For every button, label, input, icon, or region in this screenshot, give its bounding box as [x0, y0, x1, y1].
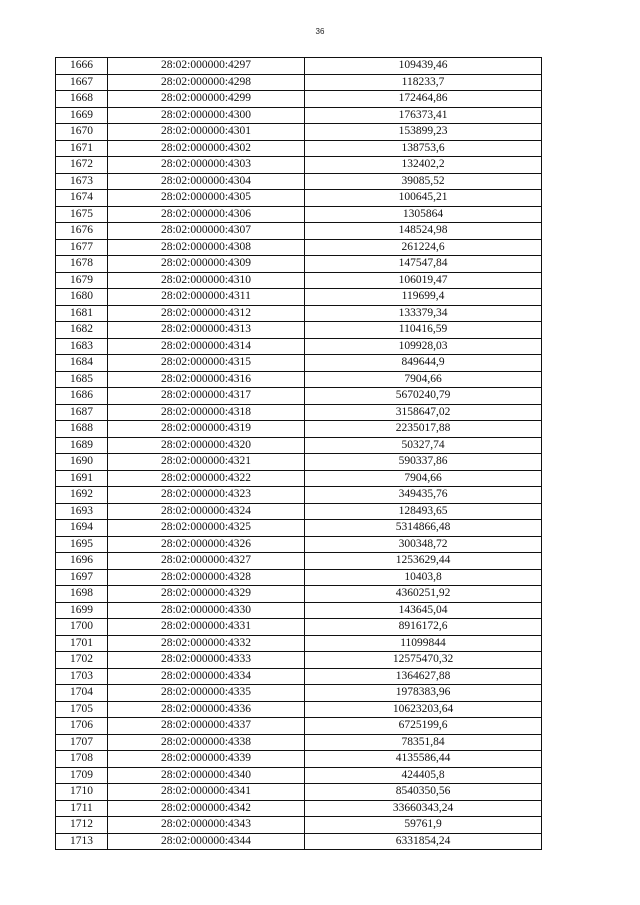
- value-cell: 110416,59: [305, 322, 542, 339]
- row-index-cell: 1713: [56, 833, 108, 850]
- table-row: [56, 718, 542, 735]
- table-row: [56, 305, 542, 322]
- table-row: [56, 338, 542, 355]
- cadastral-number-cell: 28:02:000000:4316: [108, 371, 305, 388]
- table-row: [56, 817, 542, 834]
- row-index-cell: 1711: [56, 800, 108, 817]
- cadastral-number-cell: 28:02:000000:4330: [108, 602, 305, 619]
- cadastral-number-cell: 28:02:000000:4334: [108, 668, 305, 685]
- row-index-cell: 1692: [56, 487, 108, 504]
- table-row: [56, 173, 542, 190]
- cadastral-number-cell: 28:02:000000:4319: [108, 421, 305, 438]
- row-index-cell: 1703: [56, 668, 108, 685]
- row-index-cell: 1708: [56, 751, 108, 768]
- table-row: [56, 421, 542, 438]
- cadastral-number-cell: 28:02:000000:4333: [108, 652, 305, 669]
- table-row: [56, 289, 542, 306]
- value-cell: 7904,66: [305, 470, 542, 487]
- row-index-cell: 1697: [56, 569, 108, 586]
- cadastral-number-cell: 28:02:000000:4332: [108, 635, 305, 652]
- cadastral-number-cell: 28:02:000000:4313: [108, 322, 305, 339]
- table-row: [56, 635, 542, 652]
- table-body: [56, 58, 542, 850]
- table-row: [56, 256, 542, 273]
- row-index-cell: 1685: [56, 371, 108, 388]
- value-cell: 128493,65: [305, 503, 542, 520]
- table-row: [56, 74, 542, 91]
- row-index-cell: 1682: [56, 322, 108, 339]
- row-index-cell: 1693: [56, 503, 108, 520]
- value-cell: 349435,76: [305, 487, 542, 504]
- cadastral-number-cell: 28:02:000000:4327: [108, 553, 305, 570]
- row-index-cell: 1673: [56, 173, 108, 190]
- value-cell: 33660343,24: [305, 800, 542, 817]
- value-cell: 5314866,48: [305, 520, 542, 537]
- table-row: [56, 767, 542, 784]
- row-index-cell: 1689: [56, 437, 108, 454]
- value-cell: 300348,72: [305, 536, 542, 553]
- row-index-cell: 1710: [56, 784, 108, 801]
- table-row: [56, 206, 542, 223]
- value-cell: 8540350,56: [305, 784, 542, 801]
- value-cell: 590337,86: [305, 454, 542, 471]
- table-row: [56, 272, 542, 289]
- row-index-cell: 1670: [56, 124, 108, 141]
- row-index-cell: 1672: [56, 157, 108, 174]
- value-cell: 1978383,96: [305, 685, 542, 702]
- table-row: [56, 91, 542, 108]
- cadastral-number-cell: 28:02:000000:4315: [108, 355, 305, 372]
- row-index-cell: 1680: [56, 289, 108, 306]
- row-index-cell: 1674: [56, 190, 108, 207]
- value-cell: 109439,46: [305, 58, 542, 75]
- table-row: [56, 454, 542, 471]
- value-cell: 176373,41: [305, 107, 542, 124]
- cadastral-number-cell: 28:02:000000:4340: [108, 767, 305, 784]
- cadastral-number-cell: 28:02:000000:4322: [108, 470, 305, 487]
- table-row: [56, 58, 542, 75]
- value-cell: 148524,98: [305, 223, 542, 240]
- cadastral-number-cell: 28:02:000000:4297: [108, 58, 305, 75]
- value-cell: 261224,6: [305, 239, 542, 256]
- cadastral-number-cell: 28:02:000000:4342: [108, 800, 305, 817]
- table-row: [56, 520, 542, 537]
- table-row: [56, 388, 542, 405]
- row-index-cell: 1683: [56, 338, 108, 355]
- value-cell: 4360251,92: [305, 586, 542, 603]
- table-row: [56, 685, 542, 702]
- table-row: [56, 107, 542, 124]
- row-index-cell: 1694: [56, 520, 108, 537]
- value-cell: 143645,04: [305, 602, 542, 619]
- row-index-cell: 1695: [56, 536, 108, 553]
- cadastral-number-cell: 28:02:000000:4320: [108, 437, 305, 454]
- cadastral-number-cell: 28:02:000000:4305: [108, 190, 305, 207]
- cadastral-number-cell: 28:02:000000:4329: [108, 586, 305, 603]
- value-cell: 153899,23: [305, 124, 542, 141]
- row-index-cell: 1686: [56, 388, 108, 405]
- table-row: [56, 239, 542, 256]
- cadastral-number-cell: 28:02:000000:4343: [108, 817, 305, 834]
- value-cell: 1305864: [305, 206, 542, 223]
- cadastral-number-cell: 28:02:000000:4328: [108, 569, 305, 586]
- value-cell: 5670240,79: [305, 388, 542, 405]
- cadastral-number-cell: 28:02:000000:4304: [108, 173, 305, 190]
- table-row: [56, 487, 542, 504]
- value-cell: 78351,84: [305, 734, 542, 751]
- row-index-cell: 1675: [56, 206, 108, 223]
- row-index-cell: 1687: [56, 404, 108, 421]
- value-cell: 1364627,88: [305, 668, 542, 685]
- value-cell: 11099844: [305, 635, 542, 652]
- table-row: [56, 322, 542, 339]
- value-cell: 133379,34: [305, 305, 542, 322]
- table-row: [56, 124, 542, 141]
- value-cell: 172464,86: [305, 91, 542, 108]
- row-index-cell: 1679: [56, 272, 108, 289]
- cadastral-number-cell: 28:02:000000:4311: [108, 289, 305, 306]
- cadastral-number-cell: 28:02:000000:4341: [108, 784, 305, 801]
- row-index-cell: 1698: [56, 586, 108, 603]
- value-cell: 6725199,6: [305, 718, 542, 735]
- table-row: [56, 784, 542, 801]
- value-cell: 849644,9: [305, 355, 542, 372]
- row-index-cell: 1678: [56, 256, 108, 273]
- row-index-cell: 1684: [56, 355, 108, 372]
- value-cell: 6331854,24: [305, 833, 542, 850]
- value-cell: 12575470,32: [305, 652, 542, 669]
- value-cell: 424405,8: [305, 767, 542, 784]
- cadastral-number-cell: 28:02:000000:4317: [108, 388, 305, 405]
- cadastral-number-cell: 28:02:000000:4344: [108, 833, 305, 850]
- row-index-cell: 1677: [56, 239, 108, 256]
- row-index-cell: 1699: [56, 602, 108, 619]
- table-row: [56, 833, 542, 850]
- value-cell: 3158647,02: [305, 404, 542, 421]
- cadastral-number-cell: 28:02:000000:4310: [108, 272, 305, 289]
- row-index-cell: 1666: [56, 58, 108, 75]
- row-index-cell: 1671: [56, 140, 108, 157]
- value-cell: 39085,52: [305, 173, 542, 190]
- value-cell: 132402,2: [305, 157, 542, 174]
- row-index-cell: 1690: [56, 454, 108, 471]
- cadastral-number-cell: 28:02:000000:4339: [108, 751, 305, 768]
- value-cell: 118233,7: [305, 74, 542, 91]
- table-row: [56, 470, 542, 487]
- row-index-cell: 1681: [56, 305, 108, 322]
- cadastral-number-cell: 28:02:000000:4335: [108, 685, 305, 702]
- table-row: [56, 437, 542, 454]
- table-row: [56, 190, 542, 207]
- row-index-cell: 1688: [56, 421, 108, 438]
- cadastral-number-cell: 28:02:000000:4318: [108, 404, 305, 421]
- row-index-cell: 1706: [56, 718, 108, 735]
- cadastral-number-cell: 28:02:000000:4325: [108, 520, 305, 537]
- cadastral-number-cell: 28:02:000000:4326: [108, 536, 305, 553]
- cadastral-number-cell: 28:02:000000:4306: [108, 206, 305, 223]
- table-row: [56, 602, 542, 619]
- value-cell: 10623203,64: [305, 701, 542, 718]
- row-index-cell: 1691: [56, 470, 108, 487]
- table-row: [56, 553, 542, 570]
- value-cell: 109928,03: [305, 338, 542, 355]
- cadastral-number-cell: 28:02:000000:4298: [108, 74, 305, 91]
- value-cell: 4135586,44: [305, 751, 542, 768]
- value-cell: 1253629,44: [305, 553, 542, 570]
- row-index-cell: 1700: [56, 619, 108, 636]
- table-row: [56, 355, 542, 372]
- table-row: [56, 652, 542, 669]
- row-index-cell: 1707: [56, 734, 108, 751]
- cadastral-number-cell: 28:02:000000:4336: [108, 701, 305, 718]
- table-row: [56, 668, 542, 685]
- table-row: [56, 586, 542, 603]
- table-row: [56, 619, 542, 636]
- value-cell: 138753,6: [305, 140, 542, 157]
- row-index-cell: 1702: [56, 652, 108, 669]
- value-cell: 50327,74: [305, 437, 542, 454]
- cadastral-number-cell: 28:02:000000:4300: [108, 107, 305, 124]
- table-row: [56, 800, 542, 817]
- table-row: [56, 503, 542, 520]
- row-index-cell: 1669: [56, 107, 108, 124]
- row-index-cell: 1667: [56, 74, 108, 91]
- page-number: 36: [315, 27, 325, 36]
- cadastral-number-cell: 28:02:000000:4324: [108, 503, 305, 520]
- value-cell: 10403,8: [305, 569, 542, 586]
- value-cell: 119699,4: [305, 289, 542, 306]
- value-cell: 147547,84: [305, 256, 542, 273]
- cadastral-number-cell: 28:02:000000:4302: [108, 140, 305, 157]
- row-index-cell: 1704: [56, 685, 108, 702]
- table-row: [56, 536, 542, 553]
- value-cell: 7904,66: [305, 371, 542, 388]
- cadastral-number-cell: 28:02:000000:4331: [108, 619, 305, 636]
- row-index-cell: 1668: [56, 91, 108, 108]
- row-index-cell: 1712: [56, 817, 108, 834]
- value-cell: 106019,47: [305, 272, 542, 289]
- table-row: [56, 371, 542, 388]
- row-index-cell: 1701: [56, 635, 108, 652]
- value-cell: 2235017,88: [305, 421, 542, 438]
- value-cell: 59761,9: [305, 817, 542, 834]
- row-index-cell: 1709: [56, 767, 108, 784]
- value-cell: 8916172,6: [305, 619, 542, 636]
- table-row: [56, 157, 542, 174]
- cadastral-number-cell: 28:02:000000:4308: [108, 239, 305, 256]
- cadastral-number-cell: 28:02:000000:4338: [108, 734, 305, 751]
- table-row: [56, 569, 542, 586]
- data-table: [55, 57, 542, 850]
- cadastral-number-cell: 28:02:000000:4307: [108, 223, 305, 240]
- value-cell: 100645,21: [305, 190, 542, 207]
- cadastral-number-cell: 28:02:000000:4323: [108, 487, 305, 504]
- table-row: [56, 734, 542, 751]
- table-row: [56, 223, 542, 240]
- row-index-cell: 1696: [56, 553, 108, 570]
- table-row: [56, 751, 542, 768]
- cadastral-number-cell: 28:02:000000:4309: [108, 256, 305, 273]
- cadastral-number-cell: 28:02:000000:4299: [108, 91, 305, 108]
- cadastral-number-cell: 28:02:000000:4314: [108, 338, 305, 355]
- cadastral-number-cell: 28:02:000000:4321: [108, 454, 305, 471]
- cadastral-number-cell: 28:02:000000:4337: [108, 718, 305, 735]
- cadastral-number-cell: 28:02:000000:4303: [108, 157, 305, 174]
- row-index-cell: 1705: [56, 701, 108, 718]
- row-index-cell: 1676: [56, 223, 108, 240]
- table-row: [56, 140, 542, 157]
- table-row: [56, 404, 542, 421]
- table-row: [56, 701, 542, 718]
- cadastral-number-cell: 28:02:000000:4312: [108, 305, 305, 322]
- cadastral-number-cell: 28:02:000000:4301: [108, 124, 305, 141]
